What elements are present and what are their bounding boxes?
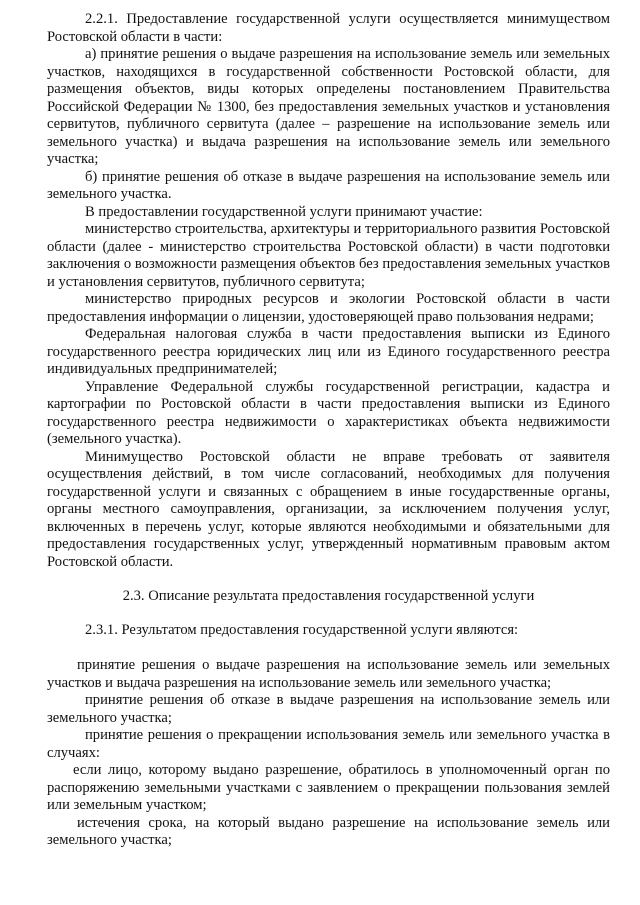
paragraph-item-b: б) принятие решения об отказе в выдаче разрешения на использование земель или земельного участка. (47, 168, 610, 202)
result-item-termination: принятие решения о прекращении использования земель или земельного участка в случаях: (47, 727, 610, 761)
paragraph-participants-intro: В предоставлении государственной услуги принимают участие: (85, 203, 483, 220)
paragraph-2-3-1: 2.3.1. Результатом предоставления государственной услуги являются: (85, 621, 519, 638)
paragraph-ministry-construction: министерство строительства, архитектуры и территориального развития Ростовской области (далее - министерство строительства Ростовской области) в части подготовки заключения о возможности размещения объектов без предоставления земельных участков и установления сервитутов, публичного сервитута; (47, 221, 610, 290)
paragraph-tax-service: Федеральная налоговая служба в части предоставления выписки из Единого государственного реестра юридических лиц или из Единого государственного реестра индивидуальных предпринимателей; (47, 326, 610, 377)
paragraph-rosreestr: Управление Федеральной службы государственной регистрации, кадастра и картографии по Ростовской области в части предоставления выписки из Единого государственного реестра недвижимости о характеристиках объекта недвижимости (земельного участка). (47, 378, 610, 447)
result-item-issue-permit: принятие решения о выдаче разрешения на использование земель или земельных участков и выдача разрешения на использование земель или земельного участка; (47, 657, 610, 691)
paragraph-2-2-1: 2.2.1. Предоставление государственной услуги осуществляется минимуществом Ростовской области в части: (47, 11, 610, 45)
section-heading-2-3: 2.3. Описание результата предоставления государственной услуги (122, 588, 535, 604)
document-page (47, 11, 610, 850)
paragraph-minimushchestvo-restriction: Минимущество Ростовской области не вправе требовать от заявителя осуществления действий, в том числе согласований, необходимых для получения государственной услуги и связанных с обращением в иные государственные органы, органы местного самоуправления, организации, за исключением получения услуг, включенных в перечень услуг, которые являются необходимыми и обязательными для предоставления государственных услуг, утвержденный нормативным правовым актом Ростовской области. (47, 448, 610, 570)
result-subitem-term-expiry: истечения срока, на который выдано разрешение на использование земель или земельного участка; (47, 814, 610, 848)
paragraph-item-a: а) принятие решения о выдаче разрешения на использование земель или земельных участков, находящихся в государственной собственности Ростовской области, для размещения объектов, виды которых определены постановлением Правительства Российской Федерации № 1300, без предоставления земельных участков и установления сервитутов, публичного сервитута (далее – разрешение на использование земель или земельного участка) и выдача разрешения на использование земель или земельного участка; (47, 46, 610, 167)
result-item-refusal: принятие решения об отказе в выдаче разрешения на использование земель или земельного участка; (47, 692, 610, 726)
paragraph-ministry-resources: министерство природных ресурсов и экологии Ростовской области в части предоставления информации о лицензии, удостоверяющей право пользования недрами; (47, 291, 610, 325)
result-subitem-applicant-request: если лицо, которому выдано разрешение, обратилось в уполномоченный орган по распоряжению земельными участками с заявлением о прекращении пользования землей или земельным участком; (47, 762, 610, 813)
